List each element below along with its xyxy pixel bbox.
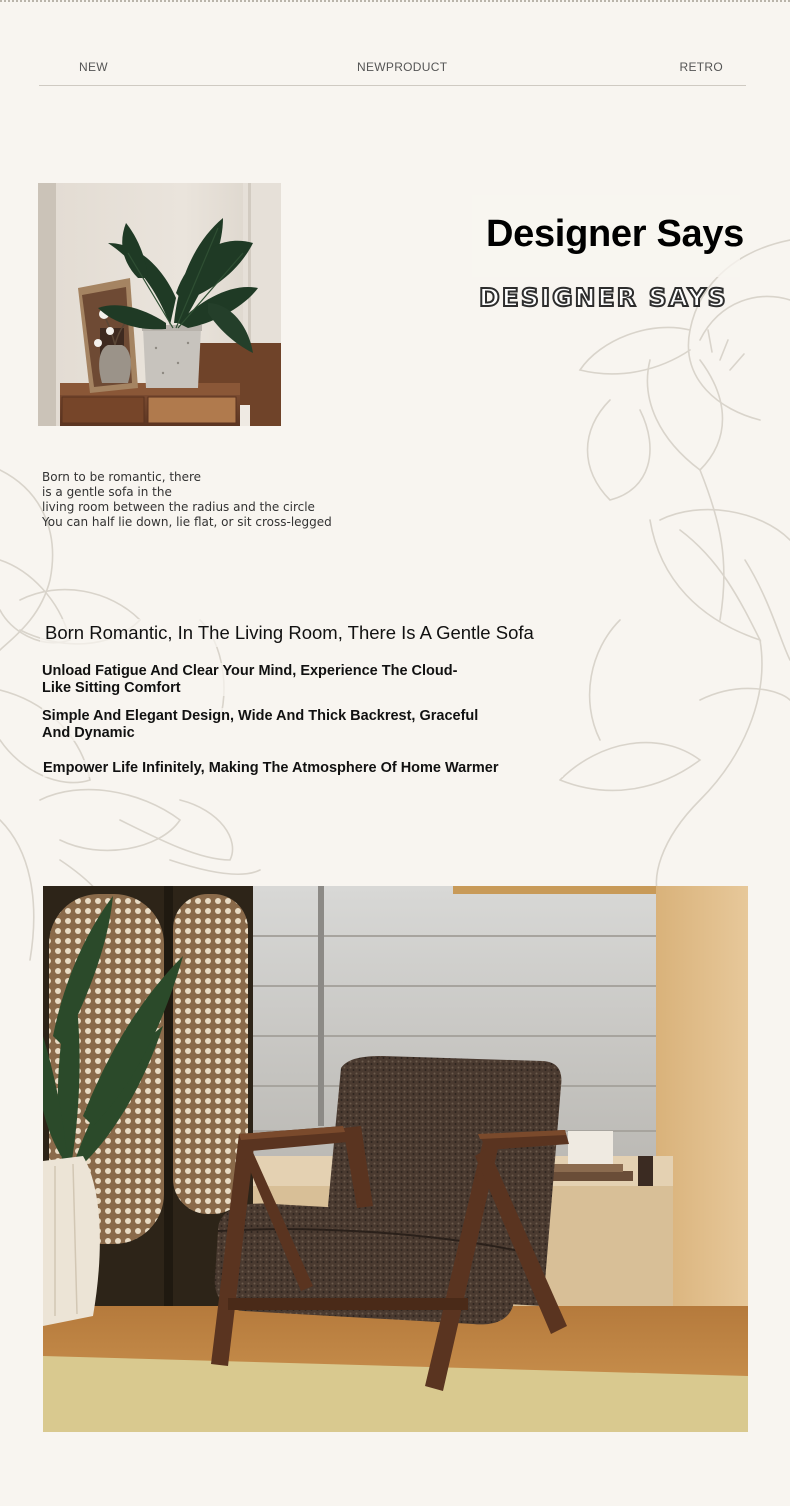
- nav-item-retro[interactable]: RETRO: [679, 60, 723, 74]
- feature-item-comfort: Unload Fatigue And Clear Your Mind, Experience The Cloud-Like Sitting Comfort: [42, 663, 482, 696]
- plant-cabinet-photo: [38, 183, 281, 426]
- top-nav-bar: [39, 57, 746, 86]
- feature-item-atmosphere: Empower Life Infinitely, Making The Atmosphere Of Home Warmer: [43, 760, 563, 777]
- intro-line: living room between the radius and the circle: [42, 500, 315, 514]
- nav-item-new[interactable]: NEW: [79, 60, 108, 74]
- armchair-product-photo: [43, 886, 748, 1432]
- nav-item-newproduct[interactable]: NEWPRODUCT: [357, 60, 448, 74]
- feature-headline: Born Romantic, In The Living Room, There Is A Gentle Sofa: [40, 619, 548, 647]
- intro-line: Born to be romantic, there: [42, 470, 202, 484]
- feature-item-design: Simple And Elegant Design, Wide And Thick Backrest, Graceful And Dynamic: [42, 708, 482, 741]
- intro-line: is a gentle sofa in the: [42, 485, 172, 499]
- designer-says-outline-title: DESIGNER SAYS: [479, 283, 728, 312]
- designer-says-title-box: [472, 195, 745, 277]
- intro-paragraph: [42, 470, 362, 530]
- designer-says-title: Designer Says: [486, 213, 745, 255]
- top-dashed-border: [0, 0, 790, 2]
- intro-line: You can half lie down, lie flat, or sit cross-legged: [42, 515, 332, 529]
